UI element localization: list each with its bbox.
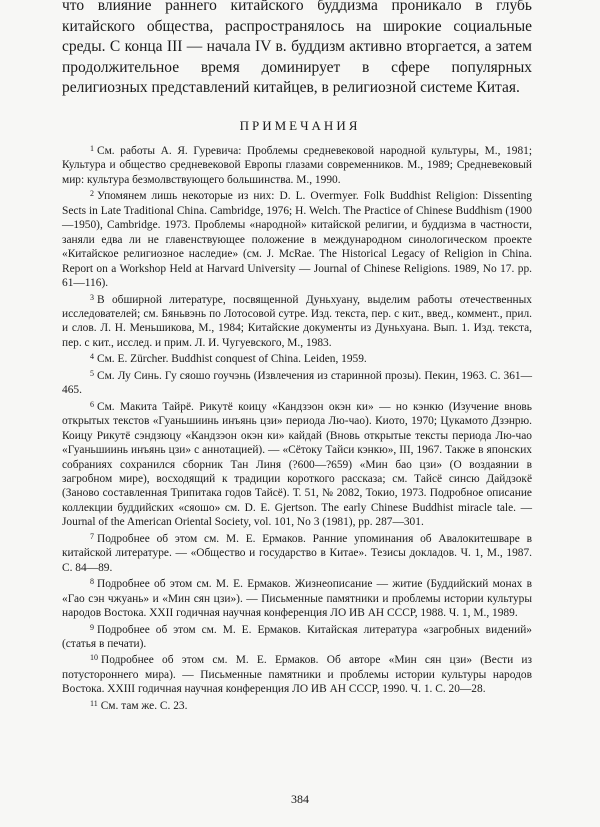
footnote <box>62 398 532 530</box>
footnote-number: 4 <box>90 352 94 362</box>
footnote-text: См. работы А. Я. Гуревича: Проблемы средневековой народной культуры, М., 1981; Культура и общество средневековой Европы глазами современников. М., 1989; Средневековый мир: культура безмолвствующего большинства. М., 1990. <box>62 145 532 186</box>
footnote <box>62 697 532 713</box>
footnote-text: Упомянем лишь некоторые из них: D. L. Overmyer. Folk Buddhist Religion: Dissenting Sects in Late Traditional China. Cambridge, 1976; H. Welch. The Practice of Chinese Buddhism (1900—1950), Cambridge. 1973. Проблемы «народной» китайской религии, и буддизма в частности, заняли едва ли не главенствующее положение в международном синологическом проекте «Китайское религиозное наследие» (см. J. McRae. The Historical Legacy of Religion in China. Report on a Workshop Held at Harvard University — Journal of Chinese Religions. 1989, No 17. pp. 61—116). <box>62 190 532 290</box>
footnote-text: См. Лу Синь. Гу сяошо гоучэнь (Извлечения из старинной прозы). Пекин, 1963. С. 361—465. <box>62 369 532 397</box>
footnote <box>62 291 532 351</box>
footnote-number: 6 <box>90 399 94 409</box>
footnote <box>62 367 532 398</box>
footnote <box>62 187 532 290</box>
footnote-text: Подробнее об этом см. М. Е. Ермаков. Жизнеописание — житие (Буддийский монах в «Гао сэн чжуань» и «Мин сян цзи»). — Письменные памятники и проблемы истории культуры народов Востока. XXII годичная научная конференция ЛО ИВ АН СССР, 1988. Ч. 1, М., 1989. <box>62 578 532 620</box>
notes-heading: ПРИМЕЧАНИЯ <box>239 118 361 133</box>
footnote-number: 11 <box>90 698 98 708</box>
footnote-text: См. там же. С. 23. <box>100 699 188 712</box>
notes-list <box>62 142 532 713</box>
footnote-number: 10 <box>90 653 98 663</box>
page-number: 384 <box>291 792 309 806</box>
footnote-number: 9 <box>90 622 94 632</box>
footnote <box>62 350 532 366</box>
main-text <box>62 0 532 99</box>
footnote-number: 7 <box>90 531 94 541</box>
body-paragraph: что влияние раннего китайского буддизма проникало в глубь китайского общества, распространялось на широкие социальные среды. С конца III — начала IV в. буддизм активно вторгается, а затем продолжительное время доминирует в сфере популярных религиозных представлений китайцев, в религиозной системе Китая. <box>62 0 532 97</box>
footnote-number: 5 <box>90 368 94 378</box>
footnote-number: 1 <box>90 144 94 153</box>
footnote <box>62 530 532 575</box>
footnote <box>62 575 532 620</box>
footnote-text: Подробнее об этом см. М. Е. Ермаков. Об авторе «Мин сян цзи» (Вести из потустороннего мира). — Письменные памятники и проблемы истории культуры народов Востока. XXIII годичная научная конференция ЛО ИВ АН СССР, 1990. Ч. 1. С. 20—28. <box>62 654 532 696</box>
footnote <box>62 621 532 652</box>
footnote <box>62 651 532 696</box>
footnote-text: См. E. Zürcher. Buddhist conquest of China. Leiden, 1959. <box>97 353 367 366</box>
footnote-text: В обширной литературе, посвященной Дуньхуану, выделим работы отечественных исследователей; см. Бяньвэнь по Лотосовой сутре. Изд. текста, пер. с кит., введ., коммент., прил. и слов. Л. Н. Меньшикова, М., 1984; Китайские документы из Дуньхуана. Вып. 1. Изд. текста, пер. с кит., исслед. и прим. Л. И. Чугуевского, М., 1983. <box>62 293 532 349</box>
footnote-text: См. Макита Тайрё. Рикутё коицу «Кандзэон окэн ки» — но кэнкю (Изучение вновь открытых текстов «Гуаньшиинь инъянь цзи» периода Лю-чао). Киото, 1970; Цукамото Дзэнрю. Коицу Рикутё сэндзюцу «Кандзэон окэн ки» кайдай (Вновь открытые тексты периода Лю-чао «Гуаньшиинь инъянь цзи» с аннотацией). — «Сётоку Тайси кэнкю», III, 1967. Также в японских собраниях сохранился сборник Тан Линя (?600—?659) «Мин бао цзи» (О воздаянии в загробном мире), восходящий к традиции короткого рассказа; см. Тайсё синсю Дайдзокё (Заново составленная Трипитака годов Тайсё). Т. 51, № 2082, Токио, 1973. Подробное описание коллекции буддийских «сяошо» см. D. E. Gjertson. The early Chinese Buddhist miracle tale. — Journal of the American Oriental Society, vol. 101, No 3 (1981), pp. 287—301. <box>62 400 532 529</box>
footnote-number: 2 <box>90 189 94 199</box>
footnote-text: Подробнее об этом см. М. Е. Ермаков. Китайская литература «загробных видений» (статья в печати). <box>62 623 532 650</box>
footnote <box>62 142 532 187</box>
footnote-number: 3 <box>90 292 94 302</box>
footnote-number: 8 <box>90 577 94 587</box>
footnote-text: Подробнее об этом см. М. Е. Ермаков. Ранние упоминания об Авалокитешваре в китайской литературе. — «Общество и государство в Китае». Тезисы докладов. Ч. 1, М., 1987. С. 84—89. <box>62 532 532 574</box>
